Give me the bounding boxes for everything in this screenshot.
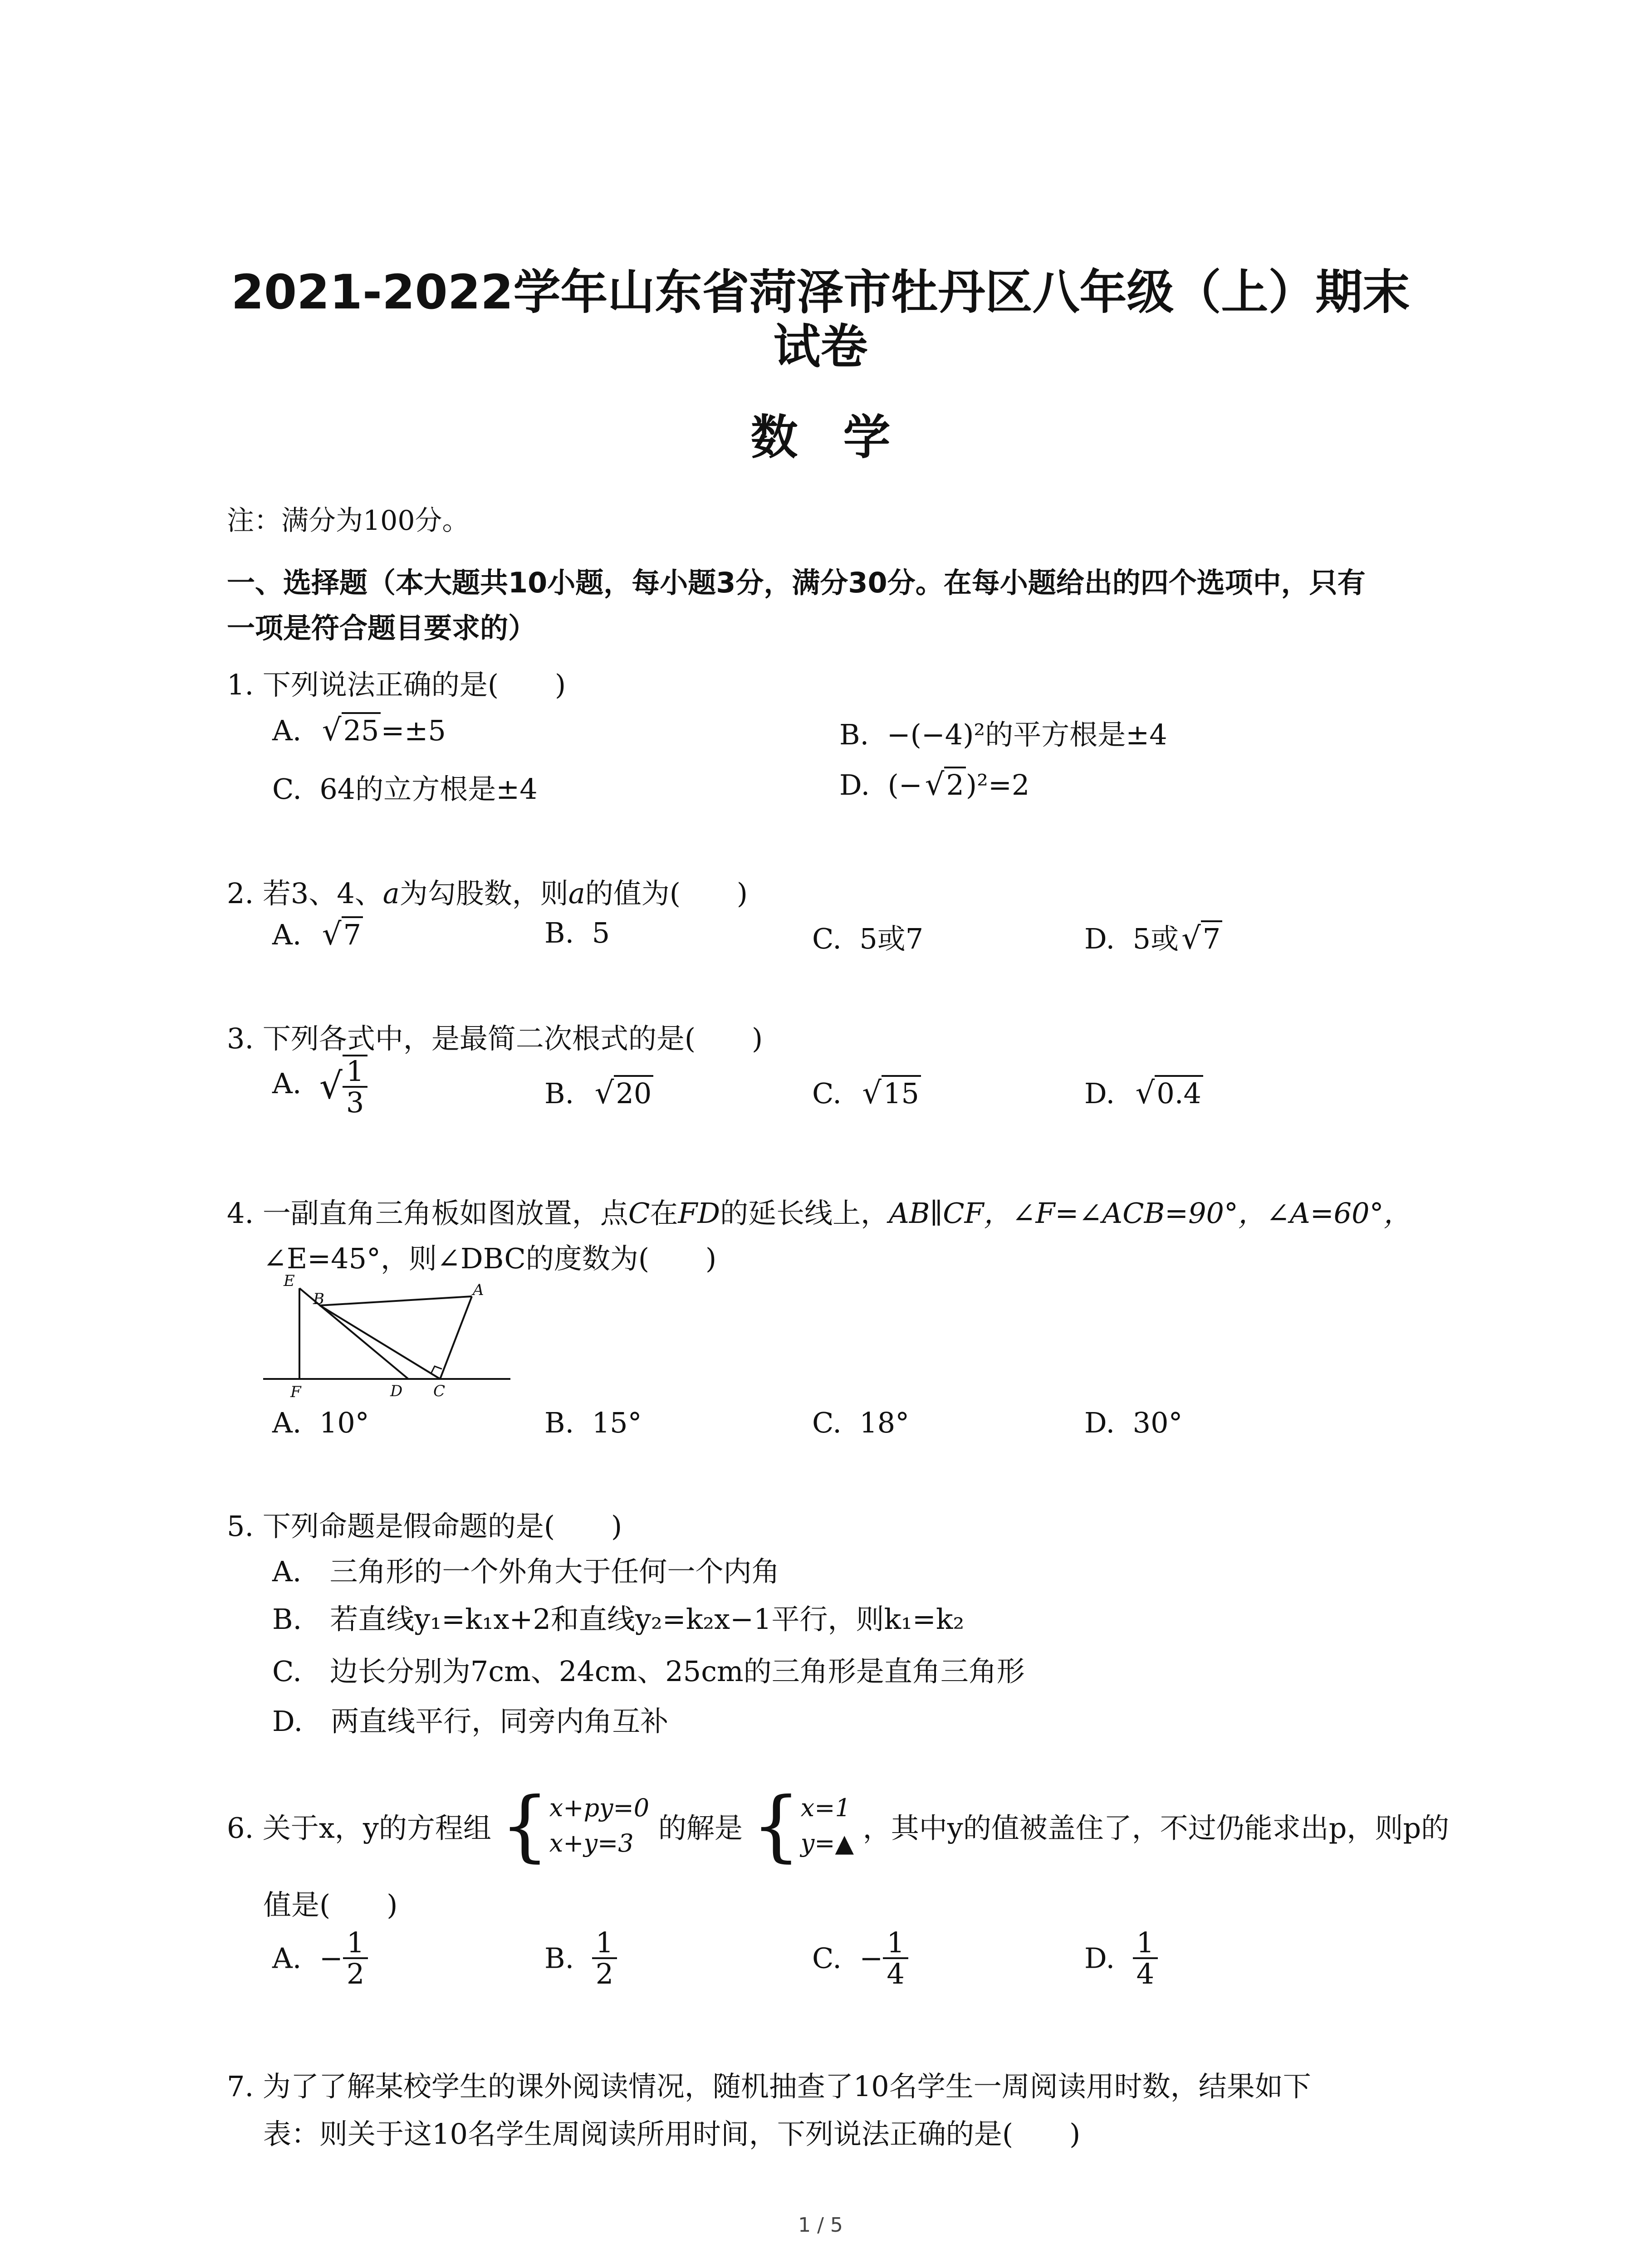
q2-option-d: D. 5或√7 bbox=[1084, 916, 1222, 957]
label-d: D bbox=[390, 1382, 403, 1400]
sqrt-symbol: √7 bbox=[322, 916, 363, 952]
question-4-stem: 4. 一副直角三角板如图放置，点C在FD的延长线上，AB∥CF，∠F=∠ACB=90°，∠A=60°， bbox=[227, 1197, 1412, 1230]
q6-option-b: B. $\frac{1}{2}$ bbox=[544, 1928, 617, 1989]
sqrt-symbol: √20 bbox=[595, 1075, 654, 1110]
sqrt-symbol: √2 bbox=[925, 767, 966, 802]
q5-option-c: C. 边长分别为7cm、24cm、25cm的三角形是直角三角形 bbox=[272, 1655, 1025, 1688]
q3-option-a: A. √ $\frac{1}{3}$ bbox=[272, 1055, 367, 1117]
triangle-figure bbox=[263, 1270, 517, 1402]
question-7-stem-line2: 表：则关于这10名学生周阅读所用时间，下列说法正确的是( ) bbox=[263, 2117, 1081, 2151]
page-number: 1 / 5 bbox=[798, 2214, 843, 2237]
label-c: C bbox=[433, 1382, 446, 1400]
q1-option-a: A. √25=±5 bbox=[272, 712, 446, 748]
q5-option-b: B. 若直线y₁=k₁x+2和直线y₂=k₂x−1平行，则k₁=k₂ bbox=[272, 1603, 965, 1636]
solution-system: x=1 y=▲ bbox=[800, 1793, 854, 1857]
question-5-stem: 5. 下列命题是假命题的是( ) bbox=[227, 1510, 622, 1543]
section-heading-line2: 一项是符合题目要求的） bbox=[227, 611, 537, 645]
q5-option-a: A. 三角形的一个外角大于任何一个内角 bbox=[272, 1555, 780, 1588]
q2-option-c: C. 5或7 bbox=[812, 922, 924, 955]
q1-option-d: D. (−√2)²=2 bbox=[839, 767, 1030, 802]
q4-option-b: B. 15° bbox=[544, 1406, 642, 1439]
sqrt-symbol: √7 bbox=[1181, 920, 1222, 956]
q6-option-c: C. − $\frac{1}{4}$ bbox=[812, 1928, 908, 1989]
label-e: E bbox=[284, 1272, 295, 1290]
segment-ab bbox=[320, 1296, 472, 1305]
q6-option-a: A. − $\frac{1}{2}$ bbox=[272, 1928, 368, 1989]
question-1-stem: 1. 下列说法正确的是( ) bbox=[227, 668, 566, 701]
question-7-stem: 7. 为了了解某校学生的课外阅读情况，随机抽查了10名学生一周阅读用时数，结果如下 bbox=[227, 2070, 1311, 2103]
q1-option-c: C. 64的立方根是±4 bbox=[272, 772, 538, 806]
sqrt-symbol: √ bbox=[319, 1065, 343, 1107]
q3-option-c: C. √15 bbox=[812, 1075, 921, 1110]
q4-option-c: C. 18° bbox=[812, 1406, 910, 1439]
segment-bc bbox=[320, 1305, 440, 1379]
label-f: F bbox=[290, 1383, 301, 1401]
left-brace: { bbox=[500, 1781, 549, 1871]
q2-option-a: A. √7 bbox=[272, 916, 363, 952]
sqrt-symbol: √15 bbox=[862, 1075, 921, 1110]
right-angle-mark bbox=[431, 1366, 442, 1374]
score-note: 注：满分为100分。 bbox=[227, 505, 470, 537]
question-6-stem: 6. 关于x，y的方程组 { x+py=0 x+y=3 的解是 { x=1 y=▲ ，其中y的值被盖住了，不过仍能求出p，则p的 bbox=[227, 1781, 1450, 1871]
q3-option-b: B. √20 bbox=[544, 1075, 653, 1110]
section-heading: 一、选择题（本大题共10小题，每小题3分，满分30分。在每小题给出的四个选项中，只有 bbox=[227, 566, 1366, 599]
q6-option-d: D. $\frac{1}{4}$ bbox=[1084, 1928, 1158, 1989]
q4-option-d: D. 30° bbox=[1084, 1406, 1183, 1439]
segment-ac bbox=[440, 1296, 472, 1379]
equation-system: x+py=0 x+y=3 bbox=[549, 1793, 650, 1857]
question-6-stem-line2: 值是( ) bbox=[263, 1888, 398, 1921]
sqrt-symbol: √25 bbox=[322, 712, 381, 748]
q2-option-b: B. 5 bbox=[544, 916, 610, 949]
page-title-line2: 试卷 bbox=[773, 319, 868, 374]
page-title: 2021-2022学年山东省菏泽市牡丹区八年级（上）期末 bbox=[231, 264, 1410, 320]
label-a: A bbox=[473, 1281, 484, 1299]
label-b: B bbox=[313, 1290, 324, 1308]
subject-title: 数学 bbox=[750, 410, 936, 465]
q3-option-d: D. √0.4 bbox=[1084, 1075, 1203, 1110]
left-brace: { bbox=[751, 1781, 801, 1871]
sqrt-symbol: √0.4 bbox=[1136, 1075, 1203, 1110]
question-3-stem: 3. 下列各式中，是最简二次根式的是( ) bbox=[227, 1022, 763, 1055]
q1-option-b: B. −(−4)²的平方根是±4 bbox=[839, 718, 1167, 751]
q4-option-a: A. 10° bbox=[272, 1406, 369, 1439]
question-2-stem: 2. 若3、4、a为勾股数，则a的值为( ) bbox=[227, 877, 748, 910]
q5-option-d: D. 两直线平行，同旁内角互补 bbox=[272, 1705, 669, 1738]
question-4-stem-line2: ∠E=45°，则∠DBC的度数为( ) bbox=[263, 1242, 717, 1275]
